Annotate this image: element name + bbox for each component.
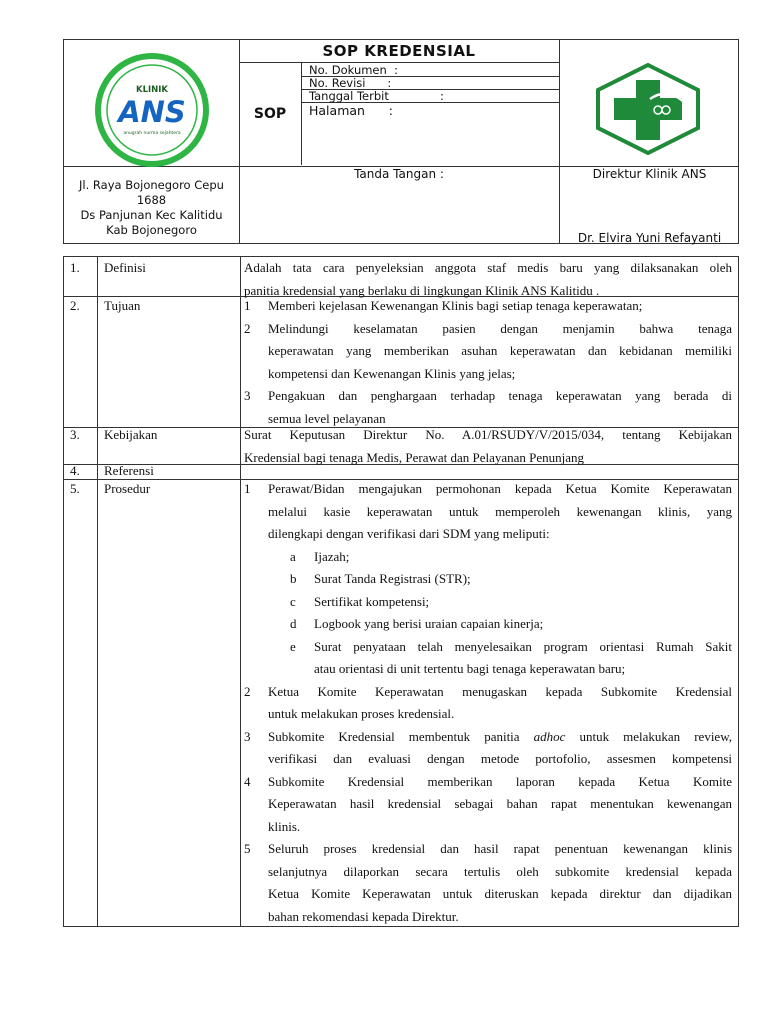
logo-tagline: anugrah nurma sejahtera (123, 131, 181, 136)
row-number: 5. (70, 481, 80, 496)
list-item: 2 Melindungi keselamatan pasien dengan menjamin bahwa tenaga keperawatan yang memberikan asuhan keperawatan dan kebidanan memiliki kompetensi dan Kewenangan Klinis yang jelas; (244, 320, 732, 381)
list-item: 4 Subkomite Kredensial memberikan laporan kepada Ketua Komite Keperawatan hasil kredensial sebagai bahan rapat menentukan kewenangan klinis. (244, 773, 732, 834)
policy-text: Surat Keputusan Direktur No. A.01/RSUDY/V/2015/034, tentang Kebijakan Kredensial bagi tenaga Medis, Perawat dan Pelayanan Penunjang (244, 427, 732, 465)
director-title: Direktur Klinik ANS (592, 167, 707, 181)
row-label-prosedur: Prosedur (104, 481, 151, 496)
list-item: 2 Ketua Komite Keperawatan menugaskan kepada Subkomite Kredensial untuk melakukan proses kredensial. (244, 683, 732, 721)
medical-cross-icon (592, 62, 704, 156)
page-field: Halaman : (309, 103, 394, 118)
issue-date-field: Tanggal Terbit : (309, 89, 444, 103)
list-item: c Sertifikat kompetensi; (290, 593, 430, 609)
signature-label: Tanda Tangan : (354, 167, 444, 181)
list-item: 1 Perawat/Bidan mengajukan permohonan kepada Ketua Komite Keperawatan melalui kasie keperawatan untuk memperoleh kewenangan klinis, yang dilengkapi dengan verifikasi dari SDM yang meliputi: (244, 481, 732, 541)
logo-ans-text: ANS (118, 95, 186, 129)
address-line-3: Ds Panjunan Kec Kalitidu (80, 208, 223, 222)
sop-content-table (63, 256, 739, 927)
director-name: Dr. Elvira Yuni Refayanti (577, 231, 722, 245)
logo-klinik-text: KLINIK (135, 85, 169, 95)
list-item: e Surat penyataan telah menyelesaikan program orientasi Rumah Sakit atau orientasi di unit tertentu bagi tenaga keperawatan baru; (290, 638, 732, 676)
list-item: 1 Memberi kejelasan Kewenangan Klinis bagi setiap tenaga keperawatan; (244, 298, 643, 313)
list-item: 3 Pengakuan dan penghargaan terhadap tenaga keperawatan yang berada di semua level pelayanan (244, 388, 732, 426)
header-table (63, 39, 739, 244)
row-number: 1. (70, 260, 80, 275)
list-item: d Logbook yang berisi uraian capaian kinerja; (290, 616, 544, 631)
procedure-list (244, 478, 732, 928)
list-item: 3 Subkomite Kredensial membentuk panitia adhoc untuk melakukan review, verifikasi dan evaluasi dengan metode portofolio, assesmen kompetensi (244, 728, 732, 766)
row-number: 4. (70, 463, 80, 478)
row-label-referensi: Referensi (104, 463, 154, 478)
objectives-list (244, 295, 732, 430)
page-title: SOP KREDENSIAL (322, 42, 476, 60)
sop-label: SOP (253, 106, 287, 122)
row-number: 2. (70, 298, 80, 313)
row-label-kebijakan: Kebijakan (104, 427, 158, 442)
address-line-1: Jl. Raya Bojonegoro Cepu (79, 178, 224, 192)
list-item: 5 Seluruh proses kredensial dan hasil rapat penentuan kewenangan klinis selanjutnya dilaporkan secara tertulis oleh subkomite kredensial kepada Ketua Komite Keperawatan untuk diteruskan kepada direktur dan dijadikan bahan rekomendasi kepada Direktur. (244, 841, 732, 924)
address-line-4: Kab Bojonegoro (106, 223, 197, 237)
revision-field: No. Revisi : (309, 76, 392, 90)
list-item: b Surat Tanda Registrasi (STR); (290, 571, 471, 586)
clinic-logo (94, 52, 210, 168)
row-number: 3. (70, 427, 80, 442)
address-line-2: 1688 (136, 193, 167, 207)
list-item: a Ijazah; (290, 548, 350, 564)
definition-text: Adalah tata cara penyeleksian anggota staf medis baru yang dilaksanakan oleh panitia kredensial yang berlaku di lingkungan Klinik ANS Kalitidu . (244, 260, 732, 298)
row-label-definisi: Definisi (104, 260, 146, 275)
doc-number-field: No. Dokumen : (309, 63, 398, 77)
row-label-tujuan: Tujuan (104, 298, 141, 313)
